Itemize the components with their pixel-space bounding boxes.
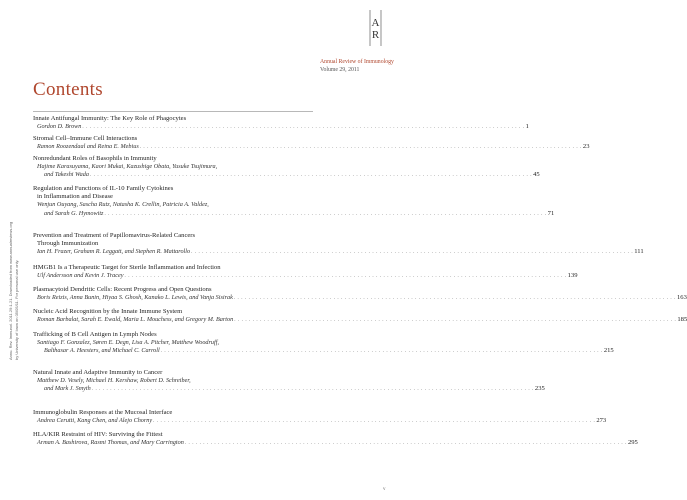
toc-entry[interactable]	[33, 286, 687, 303]
dot-leader: . . . . . . . . . . . . . . . . . . . . . . . . . . . . . . . . . . . . . . . . . . . . . . . . . . . . . . . . . . . . . . . . . . . . . . . . . . . . . . . . . . . . . . . . . . . . . . . . . . . . . . . . . . . . . . . . . . . . . . . .	[91, 387, 534, 393]
author-line-with-page	[33, 385, 545, 394]
page-title: Contents	[33, 79, 103, 100]
article-authors: and Sarah G. Hymowitz	[44, 209, 104, 217]
article-authors: Wenjun Ouyang, Sascha Rutz, Natasha K. Crellin, Patricia A. Valdez,	[37, 201, 209, 209]
article-authors: Andrea Cerutti, Kang Chen, and Alejo Chorny	[37, 417, 153, 425]
article-title[interactable]: Stromal Cell–Immune Cell Interactions	[33, 135, 138, 142]
article-title[interactable]: Prevention and Treatment of Papillomavirus-Related Cancers	[33, 232, 196, 239]
page-number: v	[383, 487, 386, 492]
article-title[interactable]: Nucleic Acid Recognition by the Innate Immune System	[33, 308, 183, 315]
svg-text:A: A	[371, 17, 380, 29]
dot-leader: . . . . . . . . . . . . . . . . . . . . . . . . . . . . . . . . . . . . . . . . . . . . . . . . . . . . . . . . . . . . . . . . . . . . . . . . . . . . . . . . . . . . . . . . . . . . . . . . . . . . . . . . . . . . . . . . . . . . . . . .	[191, 250, 634, 256]
author-line-with-page	[33, 143, 590, 152]
article-title[interactable]: Innate Antifungal Immunity: The Key Role of Phagocytes	[33, 115, 187, 122]
article-authors: Ramon Roozendaal and Reina E. Mebius	[37, 143, 139, 151]
dot-leader: . . . . . . . . . . . . . . . . . . . . . . . . . . . . . . . . . . . . . . . . . . . . . . . . . . . . . . . . . . . . . . . . . . . . . . . . . . . . . . . . . . . . . . . . . . . . . . . . . . . . . . . . . . . . . . . . . . . . . . . .	[233, 296, 676, 302]
toc-entry[interactable]	[33, 264, 578, 281]
toc-entry[interactable]	[33, 308, 687, 325]
toc-entry[interactable]	[33, 155, 540, 181]
annual-reviews-logo	[368, 9, 383, 47]
article-authors: Ian H. Frazer, Graham R. Leggatt, and Stephen R. Mattarollo	[37, 248, 191, 256]
article-title[interactable]: Plasmacytoid Dendritic Cells: Recent Progress and Open Questions	[33, 286, 212, 293]
article-authors: Santiago F. Gonzalez, Søren E. Degn, Lisa A. Pitcher, Matthew Woodruff,	[37, 339, 220, 347]
article-authors: Gordon D. Brown	[37, 123, 82, 131]
author-line-with-page	[33, 316, 687, 325]
author-line-with-page	[33, 123, 529, 132]
article-page-number[interactable]: 111	[634, 248, 644, 256]
dot-leader: . . . . . . . . . . . . . . . . . . . . . . . . . . . . . . . . . . . . . . . . . . . . . . . . . . . . . . . . . . . . . . . . . . . . . . . . . . . . . . . . . . . . . . . . . . . . . . . . . . . . . . . . . . . . . . . . . . . . . . . .	[139, 145, 582, 151]
article-authors: Arman A. Bashirova, Rasmi Thomas, and Mary Carrington	[37, 439, 184, 447]
toc-entry[interactable]	[33, 185, 555, 219]
article-authors: Hajime Karasuyama, Kaori Mukai, Kazushige Obata, Yusuke Tsujimura,	[37, 163, 218, 171]
toc-entry[interactable]	[33, 409, 607, 426]
article-page-number[interactable]: 235	[534, 385, 545, 393]
toc-entry[interactable]	[33, 115, 529, 132]
dot-leader: . . . . . . . . . . . . . . . . . . . . . . . . . . . . . . . . . . . . . . . . . . . . . . . . . . . . . . . . . . . . . . . . . . . . . . . . . . . . . . . . . . . . . . . . . . . . . . . . . . . . . . . . . . . . . . . . . . . . . . . .	[153, 419, 596, 425]
journal-info	[320, 59, 400, 74]
toc-entry[interactable]	[33, 232, 644, 258]
article-page-number[interactable]: 1	[525, 123, 529, 131]
article-authors: Balthasar A. Heesters, and Michael C. Carroll	[44, 347, 160, 355]
author-line-with-page	[33, 294, 687, 303]
article-page-number[interactable]: 139	[567, 272, 578, 280]
download-note-line-1: Annu. Rev. Immunol. 2011.29:1-21. Downloaded from www.annualreviews.org	[8, 221, 13, 360]
author-line-with-page	[33, 171, 540, 180]
article-page-number[interactable]: 273	[596, 417, 607, 425]
author-line-with-page	[33, 248, 644, 257]
download-note-line-2: by University of Iowa on 05/05/11. For personal use only.	[14, 259, 19, 360]
journal-name: Annual Review of Immunology	[320, 59, 394, 65]
toc-entry[interactable]	[33, 431, 638, 448]
article-authors: and Mark J. Smyth	[44, 385, 91, 393]
article-page-number[interactable]: 163	[676, 294, 687, 302]
article-page-number[interactable]: 215	[603, 347, 614, 355]
article-page-number[interactable]: 185	[677, 316, 687, 324]
dot-leader: . . . . . . . . . . . . . . . . . . . . . . . . . . . . . . . . . . . . . . . . . . . . . . . . . . . . . . . . . . . . . . . . . . . . . . . . . . . . . . . . . . . . . . . . . . . . . . . . . . . . . . . . . . . . . . . . . . . . . . . .	[234, 318, 677, 324]
article-title[interactable]: in Inflammation and Disease	[37, 193, 113, 201]
article-title[interactable]: Trafficking of B Cell Antigen in Lymph Nodes	[33, 331, 157, 338]
author-line-with-page	[33, 272, 578, 281]
article-authors: Roman Barbalat, Sarah E. Ewald, Maria L. Mouchess, and Gregory M. Barton	[37, 316, 234, 324]
article-authors: Matthew D. Vesely, Michael H. Kershaw, Robert D. Schreiber,	[37, 377, 191, 385]
article-title[interactable]: Regulation and Functions of IL-10 Family Cytokines	[33, 185, 174, 192]
dot-leader: . . . . . . . . . . . . . . . . . . . . . . . . . . . . . . . . . . . . . . . . . . . . . . . . . . . . . . . . . . . . . . . . . . . . . . . . . . . . . . . . . . . . . . . . . . . . . . . . . . . . . . . . . . . . . . . . . . . . . . . .	[124, 274, 567, 280]
article-page-number[interactable]: 45	[533, 171, 540, 179]
toc-entry[interactable]	[33, 369, 545, 395]
dot-leader: . . . . . . . . . . . . . . . . . . . . . . . . . . . . . . . . . . . . . . . . . . . . . . . . . . . . . . . . . . . . . . . . . . . . . . . . . . . . . . . . . . . . . . . . . . . . . . . . . . . . . . . . . . . . . . . . . . . . . . . .	[160, 349, 603, 355]
author-line-with-page	[33, 439, 638, 448]
author-line-with-page	[33, 347, 614, 356]
article-page-number[interactable]: 295	[627, 439, 638, 447]
article-title[interactable]: Natural Innate and Adaptive Immunity to Cancer	[33, 369, 163, 376]
author-line-with-page	[33, 209, 555, 219]
article-title[interactable]: HLA/KIR Restraint of HIV: Surviving the Fittest	[33, 431, 163, 438]
svg-text:R: R	[371, 29, 380, 41]
article-authors: Boris Reizis, Anna Bunin, Hiyaa S. Ghosh, Kanako L. Lewis, and Vanja Sisirak	[37, 294, 233, 302]
toc-entry[interactable]	[33, 331, 614, 357]
dot-leader: . . . . . . . . . . . . . . . . . . . . . . . . . . . . . . . . . . . . . . . . . . . . . . . . . . . . . . . . . . . . . . . . . . . . . . . . . . . . . . . . . . . . . . . . . . . . . . . . . . . . . . . . . . . . . . . . . . . . . . . .	[104, 211, 547, 217]
dot-leader: . . . . . . . . . . . . . . . . . . . . . . . . . . . . . . . . . . . . . . . . . . . . . . . . . . . . . . . . . . . . . . . . . . . . . . . . . . . . . . . . . . . . . . . . . . . . . . . . . . . . . . . . . . . . . . . . . . . . . . . .	[89, 173, 533, 179]
toc-entry[interactable]	[33, 135, 590, 152]
author-line-with-page	[33, 417, 607, 426]
article-title[interactable]: Nonredundant Roles of Basophils in Immunity	[33, 155, 157, 162]
dot-leader: . . . . . . . . . . . . . . . . . . . . . . . . . . . . . . . . . . . . . . . . . . . . . . . . . . . . . . . . . . . . . . . . . . . . . . . . . . . . . . . . . . . . . . . . . . . . . . . . . . . . . . . . . . . . . . . . . . . . . . . .	[184, 441, 627, 447]
article-title[interactable]: HMGB1 Is a Therapeutic Target for Sterile Inflammation and Infection	[33, 264, 221, 271]
article-authors: and Takeshi Wada	[44, 171, 89, 179]
article-title[interactable]: Immunoglobulin Responses at the Mucosal Interface	[33, 409, 173, 416]
article-page-number[interactable]: 71	[547, 209, 555, 217]
article-authors: Ulf Andersson and Kevin J. Tracey	[37, 272, 124, 280]
volume-label: Volume 29, 2011	[320, 67, 360, 74]
title-divider	[33, 111, 313, 112]
dot-leader: . . . . . . . . . . . . . . . . . . . . . . . . . . . . . . . . . . . . . . . . . . . . . . . . . . . . . . . . . . . . . . . . . . . . . . . . . . . . . . . . . . . . . . . . . . . . . . . . . . . . . . . . . . . . . . . . . . . . . . . .	[82, 125, 525, 131]
download-note	[4, 150, 24, 360]
article-page-number[interactable]: 23	[582, 143, 590, 151]
article-title[interactable]: Through Immunization	[37, 240, 99, 248]
